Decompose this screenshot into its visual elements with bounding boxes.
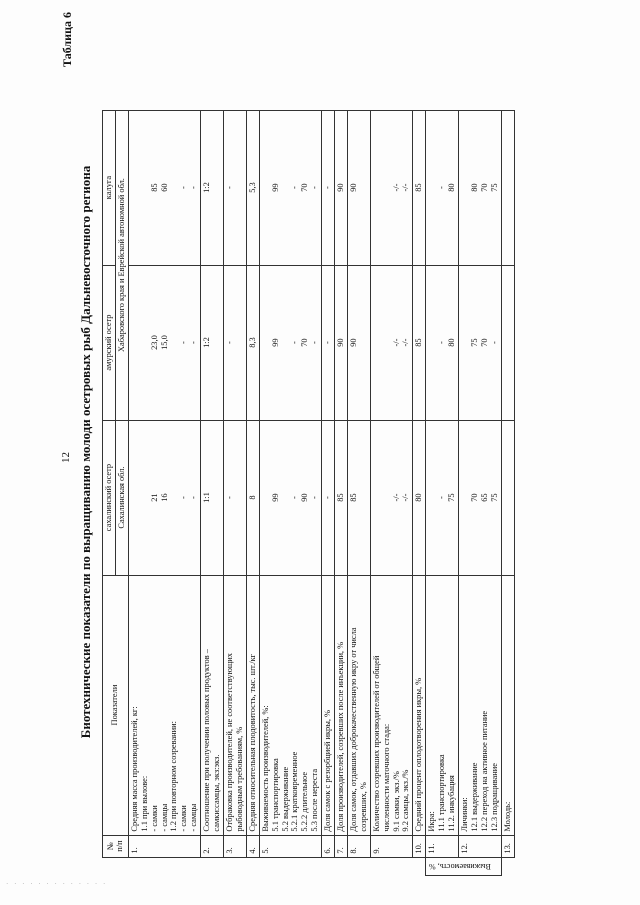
page-number: 12 [60,452,72,463]
row-indicator: Молодь: [501,575,514,835]
value-sakhalin: 1:1 [201,420,224,575]
table-label: Таблица 6 [60,12,74,67]
value-kaluga: 85 [413,110,426,265]
side-spacer [501,857,514,875]
col-region-sakhalin: Сахалинская обл. [115,420,128,575]
value-kaluga: - 80 [426,110,459,265]
row-number: 12. [459,835,502,857]
row-number: 4. [246,835,259,857]
row-number: 1. [128,835,200,857]
row-indicator: Средний процент оплодотворения икры, % [413,575,426,835]
value-sakhalin: - [322,420,335,575]
value-sakhalin: 85 [347,420,370,575]
value-kaluga [501,110,514,265]
value-amur: 75 70 - [459,265,502,420]
table-row [370,110,413,875]
row-number: 8. [347,835,370,857]
value-amur: 8,3 [246,265,259,420]
value-kaluga: 1:2 [201,110,224,265]
table-title: Биотехнические показатели по выращиванию молоди осетровых рыб Дальневосточного региона [78,165,93,739]
row-indicator: Выживаемость производителей, %: 5.1 транспортировка 5.2 выдерживание 5.2.1 кратковременное 5.2.2 длительное 5.3 после нереста [259,575,321,835]
table-row [128,110,200,875]
value-sakhalin: - 75 [426,420,459,575]
scan-margin-marks: · · · · · · · · · · · · · [6,880,108,888]
col-number-header: № п/п [103,835,129,857]
value-amur: 23,0 15,0 - - [128,265,200,420]
row-indicator: Средняя относительная плодовитость, тыс. шт./кг [246,575,259,835]
side-spacer [246,857,259,875]
row-indicator: Доля самок, отдавших доброкачественную икру от числа созревших, % [347,575,370,835]
survival-side-label [426,857,501,875]
biotech-indicators-table [102,110,515,876]
row-number: 9. [370,835,413,857]
row-number: 5. [259,835,321,857]
table-row [413,110,426,875]
row-indicator: Количество созревших производителей от общей численности маточного стада: 9.1 самки, экз./% 9.2 самцы, экз./% [370,575,413,835]
row-indicator: Доля самок с резорбцией икры, % [322,575,335,835]
value-sakhalin: 21 16 - - [128,420,200,575]
value-sakhalin: -/- -/- [370,420,413,575]
value-kaluga: 90 [335,110,348,265]
value-kaluga: 80 70 75 [459,110,502,265]
side-spacer [322,857,335,875]
value-sakhalin: 80 [413,420,426,575]
side-spacer [223,857,246,875]
value-sakhalin: - [223,420,246,575]
value-amur: 1:2 [201,265,224,420]
table-row [259,110,321,875]
value-sakhalin [501,420,514,575]
col-species-kaluga: калуга [103,110,116,265]
value-amur: 90 [347,265,370,420]
value-kaluga: 99 - 70 - [259,110,321,265]
side-spacer [201,857,224,875]
value-amur: 99 - 70 - [259,265,321,420]
survival-side-label-text: Выживаемость, % [429,862,492,871]
row-indicator: Икра: 11.1 транспортировка 11.2. инкубация [426,575,459,835]
value-kaluga: -/- -/- [370,110,413,265]
row-indicator: Отбраковка производителей, не соответствующих рыбоводным требованиям, % [223,575,246,835]
row-indicator: Личинки: 12.1 выдерживание 12.2 переход на активное питание 12.3 подращивание [459,575,502,835]
col-indicator-header: Показатели [103,575,129,835]
value-amur: 85 [413,265,426,420]
row-number: 11. [426,835,459,857]
value-kaluga: 90 [347,110,370,265]
table-row [347,110,370,875]
value-sakhalin: 99 - 90 - [259,420,321,575]
side-spacer [347,857,370,875]
header-row-species [103,110,116,875]
row-number: 13. [501,835,514,857]
col-species-amur: амурский осетр [103,265,116,420]
value-kaluga: - [322,110,335,265]
value-sakhalin: 70 65 75 [459,420,502,575]
value-kaluga: 85 60 - - [128,110,200,265]
value-amur: - 80 [426,265,459,420]
row-indicator: Средняя масса производителей, кг: 1.1 при вылове: - самки - самцы 1.2 при повторном созревании: - самки - самцы [128,575,200,835]
table-row [322,110,335,875]
value-kaluga: 5,3 [246,110,259,265]
table-row [335,110,348,875]
value-amur: 90 [335,265,348,420]
value-amur: -/- -/- [370,265,413,420]
rotated-table-sheet [40,12,600,892]
side-spacer [413,857,426,875]
row-number: 6. [322,835,335,857]
row-number: 7. [335,835,348,857]
table-row [459,110,502,875]
row-number: 2. [201,835,224,857]
row-number: 3. [223,835,246,857]
table-row [501,110,514,875]
value-sakhalin: 85 [335,420,348,575]
side-spacer [259,857,321,875]
row-number: 10. [413,835,426,857]
value-kaluga: - [223,110,246,265]
table-row [246,110,259,875]
table-row [201,110,224,875]
value-amur: - [223,265,246,420]
side-spacer [370,857,413,875]
row-indicator: Доля производителей, созревших после инъекции, % [335,575,348,835]
table-row [223,110,246,875]
col-species-sakhalin: сахалинский осетр [103,420,116,575]
table-row [426,110,459,875]
row-indicator: Соотношение при получении половых продуктов – самки:самцы, экз:экз. [201,575,224,835]
value-amur: - [322,265,335,420]
side-spacer [335,857,348,875]
value-sakhalin: 8 [246,420,259,575]
side-spacer [128,857,200,875]
col-region-khabarovsk: Хабаровского края и Еврейской автономной обл. [115,110,128,420]
value-amur [501,265,514,420]
